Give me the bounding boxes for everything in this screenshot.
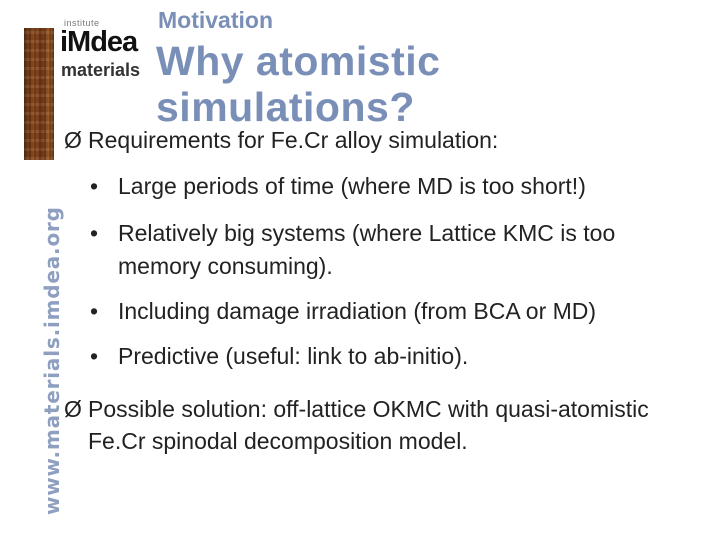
slide-subtitle: Motivation (158, 7, 273, 33)
wood-texture-image (24, 28, 54, 160)
list-item-text: Relatively big systems (where Lattice KMC is too memory consuming). (118, 220, 616, 279)
list-item-text: Predictive (useful: link to ab-initio). (118, 343, 469, 369)
bullet-requirements (64, 124, 498, 156)
bullet-text: Requirements for Fe.Cr alloy simulation: (88, 127, 499, 153)
arrow-bullet-icon: Ø (64, 127, 82, 153)
list-item (90, 170, 690, 203)
bullet-text: Possible solution: off-lattice OKMC with quasi-atomistic Fe.Cr spinodal decomposition model. (88, 396, 649, 454)
logo-materials-text: materials (61, 60, 141, 80)
logo-institute-text: institute (64, 18, 100, 28)
arrow-bullet-icon: Ø (64, 396, 82, 422)
dot-bullet-icon: • (90, 173, 99, 199)
imdea-materials-logo (60, 18, 150, 78)
dot-bullet-icon: • (90, 343, 99, 369)
list-item (90, 340, 690, 373)
list-item (90, 217, 690, 283)
list-item-text: Including damage irradiation (from BCA or MD) (118, 298, 597, 324)
dot-bullet-icon: • (90, 298, 99, 324)
list-item-text: Large periods of time (where MD is too short!) (118, 173, 586, 199)
list-item (90, 295, 715, 328)
logo-imdea-text: iMdea (60, 26, 138, 58)
slide-title: Why atomistic simulations? (156, 38, 441, 130)
bullet-possible-solution (64, 393, 674, 457)
dot-bullet-icon: • (90, 220, 99, 246)
website-url: www.materials.imdea.org (40, 206, 64, 515)
